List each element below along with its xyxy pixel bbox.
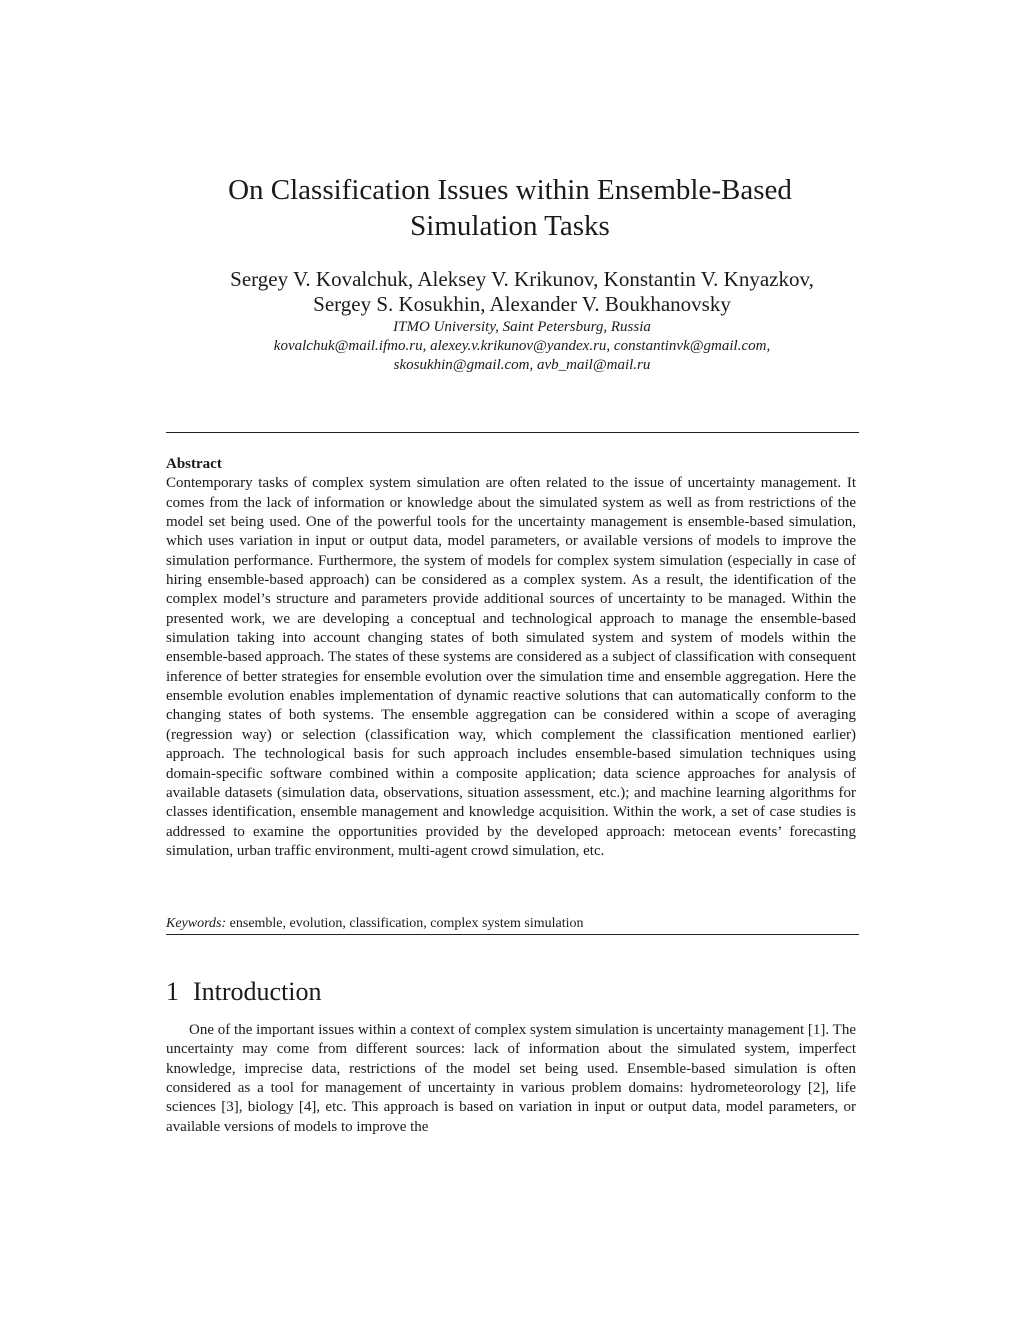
abstract-top-divider (166, 432, 859, 433)
emails-line-1: kovalchuk@mail.ifmo.ru, alexey.v.krikunov@yandex.ru, constantinvk@gmail.com, (273, 338, 771, 354)
title-line-2: Simulation Tasks (410, 210, 610, 242)
authors-line-1: Sergey V. Kovalchuk, Aleksey V. Krikunov, Konstantin V. Knyazkov, (230, 267, 814, 291)
keywords-line (166, 915, 859, 933)
abstract-section (166, 455, 856, 861)
keywords-label: Keywords: (166, 916, 227, 931)
affiliation-block (150, 318, 894, 375)
abstract-text: Contemporary tasks of complex system simulation are often related to the issue of uncertainty management. It comes from the lack of information or knowledge about the simulated system as well as from restrictions of the model set being used. One of the powerful tools for the uncertainty management is ensemble-based simulation, which uses variation in input or output data, model parameters, or available versions of models to improve the simulation performance. Furthermore, the system of models for complex system simulation (especially in case of hiring ensemble-based approach) can be considered as a complex system. As a result, the identification of the complex model’s structure and parameters provide additional sources of uncertainty to be managed. Within the presented work, we are developing a conceptual and technological approach to manage the ensemble-based simulation taking into account changing states of both simulated system and system of models within the ensemble-based approach. The states of these systems are considered as a subject of classification with consequent inference of better strategies for ensemble evolution over the simulation time and ensemble aggregation. Here the ensemble evolution enables implementation of dynamic reactive solutions that can automatically conform to the changing states of both systems. The ensemble aggregation can be considered within a scope of averaging (regression way) or selection (classification way, which complement the classification mentioned earlier) approach. The technological basis for such approach includes ensemble-based simulation techniques using domain-specific software combined within a composite application; data science approaches for analysis of available datasets (simulation data, observations, situation assessment, etc.); and machine learning algorithms for classes identification, ensemble management and knowledge acquisition. Within the work, a set of case studies is addressed to examine the opportunities provided by the developed approach: metocean events’ forecasting simulation, urban traffic environment, multi-agent crowd simulation, etc. (166, 475, 856, 859)
authors-line-2: Sergey S. Kosukhin, Alexander V. Boukhanovsky (313, 292, 731, 316)
keywords-text: ensemble, evolution, classification, complex system simulation (226, 916, 584, 931)
introduction-paragraph: One of the important issues within a context of complex system simulation is uncertainty management [1]. The uncertainty may come from different sources: lack of information about the simulated system, imperfect knowledge, imprecise data, restrictions of the model set being used. Ensemble-based simulation is often considered as a tool for management of uncertainty in various problem domains: hydrometeorology [2], life sciences [3], biology [4], etc. This approach is based on variation in input or output data, model parameters, or available versions of models to improve the (166, 1022, 856, 1135)
section-number: 1 (166, 977, 179, 1006)
emails-line-2: skosukhin@gmail.com, avb_mail@mail.ru (393, 357, 651, 373)
paper-title (150, 172, 870, 244)
affiliation: ITMO University, Saint Petersburg, Russia (393, 319, 651, 335)
author-list (150, 267, 894, 317)
title-line-1: On Classification Issues within Ensemble-Based (228, 174, 792, 206)
abstract-bottom-divider (166, 934, 859, 935)
section-title: Introduction (193, 977, 322, 1006)
section-heading-introduction (166, 976, 322, 1008)
abstract-heading: Abstract (166, 456, 222, 472)
